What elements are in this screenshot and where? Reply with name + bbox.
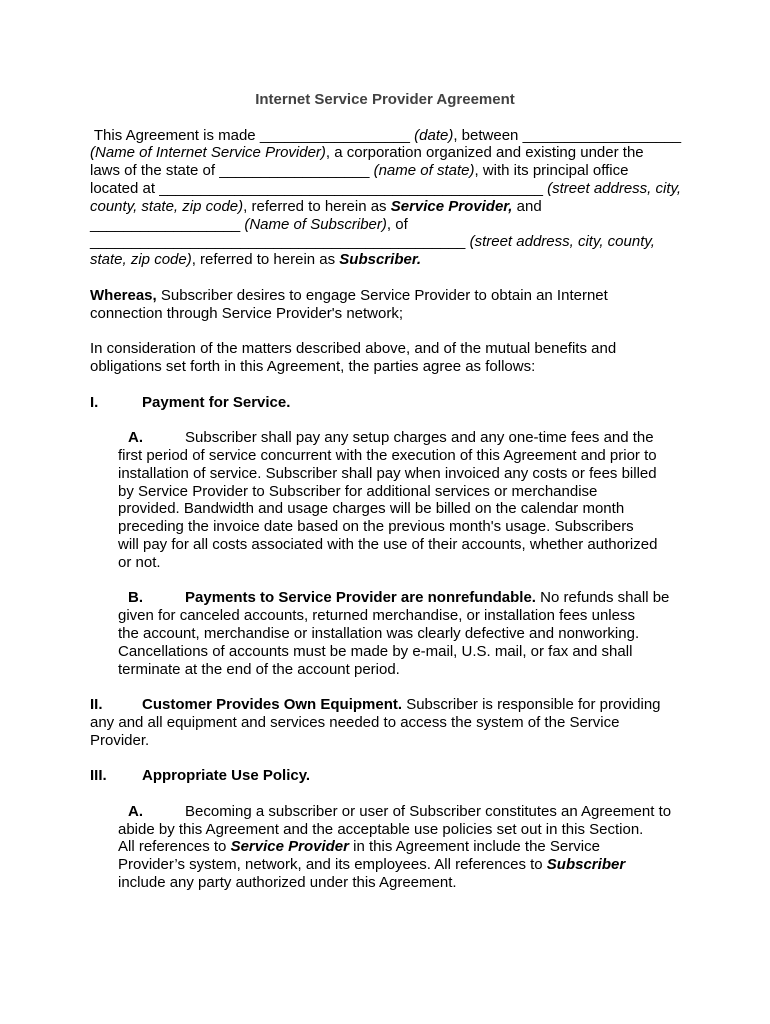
text-run: (street address, city, county, xyxy=(469,233,655,251)
text-run: (Name of Subscriber) xyxy=(244,215,387,233)
text-line xyxy=(118,465,680,483)
text-run: terminate at the end of the account period. xyxy=(118,660,400,678)
paragraph-1a-setup-charges xyxy=(90,429,680,571)
text-line xyxy=(90,394,680,412)
text-line xyxy=(118,518,680,536)
text-run: or not. xyxy=(118,553,161,571)
text-line xyxy=(118,874,680,892)
text-run: No refunds shall be xyxy=(535,589,670,607)
text-line xyxy=(118,500,680,518)
text-line xyxy=(118,536,680,554)
text-line xyxy=(118,661,680,679)
text-line xyxy=(90,305,680,323)
text-line xyxy=(90,216,680,234)
text-run: , referred to herein as xyxy=(191,251,340,269)
text-run: by Service Provider to Subscriber for additional services or merchandise xyxy=(118,482,598,500)
text-run: Becoming a subscriber or user of Subscriber constitutes an Agreement to xyxy=(185,802,672,820)
text-run: , with its principal office xyxy=(474,162,629,180)
text-run: Appropriate Use Policy. xyxy=(142,767,311,785)
text-line xyxy=(90,144,680,162)
text-run: __________________ xyxy=(219,162,370,180)
text-run: Subscriber desires to engage Service Provider to obtain an Internet xyxy=(156,286,608,304)
text-line xyxy=(90,162,680,180)
text-run: Service Provider xyxy=(230,838,349,856)
document-title: Internet Service Provider Agreement xyxy=(255,91,515,108)
text-line xyxy=(118,483,680,501)
intro-paragraph xyxy=(90,127,680,269)
list-marker: B. xyxy=(128,589,143,607)
text-line xyxy=(118,838,680,856)
text-run: , a corporation organized and existing under the xyxy=(325,144,644,162)
section-2-customer-equipment xyxy=(90,696,680,749)
text-run: provided. Bandwidth and usage charges will be billed on the calendar month xyxy=(118,500,625,518)
text-line xyxy=(90,358,680,376)
text-run: connection through Service Provider's network; xyxy=(90,304,404,322)
text-run: in this Agreement include the Service xyxy=(348,838,600,856)
list-marker: II. xyxy=(90,696,103,714)
text-run: _____________________________________________ xyxy=(90,233,466,251)
text-run: , referred to herein as xyxy=(243,197,391,215)
text-run: Customer Provides Own Equipment. xyxy=(142,696,403,714)
text-run: Subscriber is responsible for providing xyxy=(402,696,661,714)
whereas-paragraph xyxy=(90,287,680,323)
list-marker: A. xyxy=(128,429,143,447)
text-line xyxy=(90,287,680,305)
text-line xyxy=(118,607,680,625)
text-line xyxy=(118,625,680,643)
text-run: any and all equipment and services needed to access the system of the Service xyxy=(90,713,620,731)
text-line xyxy=(118,447,680,465)
text-run: __________________ xyxy=(90,215,241,233)
text-line xyxy=(90,732,680,750)
list-marker: I. xyxy=(90,393,99,411)
text-run: Subscriber xyxy=(546,856,626,874)
consideration-paragraph xyxy=(90,340,680,376)
text-line xyxy=(90,340,680,358)
text-run: laws of the state of xyxy=(90,162,220,180)
text-run: preceding the invoice date based on the previous month's usage. Subscribers xyxy=(118,518,634,536)
text-run: Whereas, xyxy=(90,286,157,304)
text-run: installation of service. Subscriber shall pay when invoiced any costs or fees billed xyxy=(118,464,657,482)
text-run: Payment for Service. xyxy=(142,393,291,411)
section-heading-payment-for-service xyxy=(90,394,680,412)
text-run: , between xyxy=(453,126,523,144)
text-run: first period of service concurrent with the execution of this Agreement and prior to xyxy=(118,446,657,464)
text-run: (street address, city, xyxy=(547,179,682,197)
text-line xyxy=(90,180,680,198)
text-run: __________________ xyxy=(259,126,410,144)
text-line xyxy=(90,233,680,251)
text-run: (name of state) xyxy=(373,162,475,180)
text-run: Service Provider, xyxy=(390,197,513,215)
text-run: Subscriber. xyxy=(339,251,421,269)
text-run: In consideration of the matters described above, and of the mutual benefits and xyxy=(90,340,617,358)
text-run: abide by this Agreement and the acceptable use policies set out in this Section. xyxy=(118,820,644,838)
text-line xyxy=(90,714,680,732)
paragraph-1b-nonrefundable xyxy=(90,589,680,678)
text-line xyxy=(90,251,680,269)
text-run: Cancellations of accounts must be made by e-mail, U.S. mail, or fax and shall xyxy=(118,642,633,660)
text-line xyxy=(118,803,680,821)
text-line xyxy=(118,589,680,607)
text-run: will pay for all costs associated with the use of their accounts, whether authorized xyxy=(118,535,658,553)
list-marker: A. xyxy=(128,802,143,820)
text-line xyxy=(118,554,680,572)
text-run: the account, merchandise or installation was clearly defective and nonworking. xyxy=(118,624,640,642)
text-run: given for canceled accounts, returned merchandise, or installation fees unless xyxy=(118,607,635,625)
text-run: Provider’s system, network, and its employees. All references to xyxy=(118,856,547,874)
text-line xyxy=(90,696,680,714)
text-run: (date) xyxy=(414,126,454,144)
text-run: Subscriber shall pay any setup charges and any one-time fees and the xyxy=(185,429,654,447)
text-run: ___________________ xyxy=(522,126,682,144)
text-run: This Agreement is made xyxy=(90,126,260,144)
list-marker: III. xyxy=(90,767,107,785)
text-run: located at xyxy=(90,179,160,197)
text-line xyxy=(90,127,680,145)
text-run: include any party authorized under this Agreement. xyxy=(118,874,457,892)
paragraph-3a-becoming-subscriber xyxy=(90,803,680,892)
text-run: Provider. xyxy=(90,731,150,749)
text-line xyxy=(118,429,680,447)
text-line xyxy=(90,767,680,785)
text-run: (Name of Internet Service Provider) xyxy=(90,144,326,162)
text-line xyxy=(118,643,680,661)
text-line xyxy=(90,198,680,216)
text-run: ______________________________________________ xyxy=(159,179,543,197)
text-run: county, state, zip code) xyxy=(90,197,244,215)
text-run: Payments to Service Provider are nonrefundable. xyxy=(185,589,536,607)
section-heading-appropriate-use-policy xyxy=(90,767,680,785)
text-run: state, zip code) xyxy=(90,251,192,269)
text-run: All references to xyxy=(118,838,231,856)
text-run: and xyxy=(512,197,542,215)
text-run: obligations set forth in this Agreement, the parties agree as follows: xyxy=(90,357,536,375)
text-line xyxy=(118,821,680,839)
text-run: , of xyxy=(386,215,408,233)
text-line xyxy=(118,856,680,874)
